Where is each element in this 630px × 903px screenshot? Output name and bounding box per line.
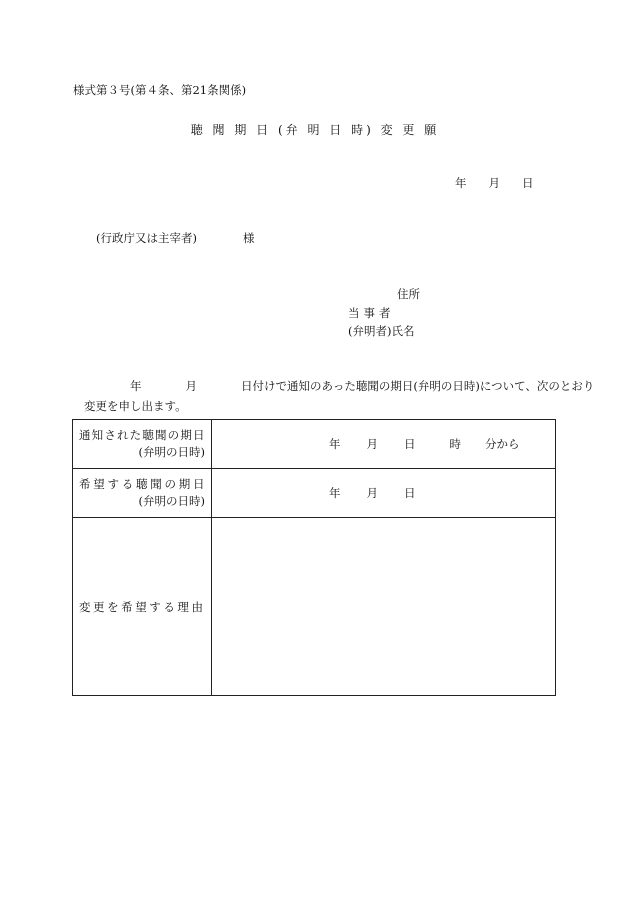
notified-date-label: 通知された聴聞の期日 — [79, 428, 205, 442]
reason-label-cell — [73, 518, 212, 696]
notified-year: 年 — [329, 437, 341, 451]
reason-field[interactable] — [212, 518, 556, 696]
notified-month: 月 — [366, 437, 378, 451]
date-month-label: 月 — [488, 176, 500, 190]
desired-year: 年 — [329, 486, 341, 500]
table-row-reason — [73, 518, 556, 696]
desired-day: 日 — [404, 486, 416, 500]
reason-label: 変更を希望する理由 — [79, 599, 205, 614]
body-text1: 日付けで通知のあった聴聞の期日(弁明の日時)について、次のとおり — [241, 379, 595, 393]
form-number: 様式第３号(第４条、第21条関係) — [73, 83, 247, 97]
document-title: 聴 聞 期 日 (弁 明 日 時) 変 更 願 — [190, 123, 440, 137]
name-label: (弁明者)氏名 — [348, 324, 415, 338]
table-row-notified-date — [73, 420, 556, 469]
notified-date-label-cell — [73, 420, 212, 469]
desired-date-label-cell — [73, 469, 212, 518]
body-text-line1 — [130, 378, 594, 394]
date-year-label: 年 — [455, 176, 467, 190]
addressee-label: (行政庁又は主宰者) — [96, 231, 197, 245]
desired-date-sublabel: (弁明の日時) — [138, 494, 205, 508]
address-label: 住所 — [397, 287, 420, 301]
desired-date-field[interactable] — [212, 469, 556, 518]
request-form-table — [72, 419, 556, 696]
submission-date — [455, 175, 534, 191]
date-day-label: 日 — [522, 176, 534, 190]
party-label: 当事者 — [348, 306, 395, 320]
body-text-line2: 変更を申し出ます。 — [84, 399, 187, 413]
notified-minute: 分から — [485, 437, 520, 451]
body-month: 月 — [185, 379, 197, 393]
addressee-suffix: 様 — [242, 231, 255, 245]
notified-day: 日 — [404, 437, 416, 451]
notified-hour: 時 — [449, 437, 461, 451]
addressee — [96, 230, 254, 246]
table-row-desired-date — [73, 469, 556, 518]
desired-date-label: 希望する聴聞の期日 — [79, 477, 205, 491]
body-year: 年 — [130, 379, 142, 393]
desired-month: 月 — [366, 486, 378, 500]
notified-date-sublabel: (弁明の日時) — [138, 445, 205, 459]
notified-date-field[interactable] — [212, 420, 556, 469]
